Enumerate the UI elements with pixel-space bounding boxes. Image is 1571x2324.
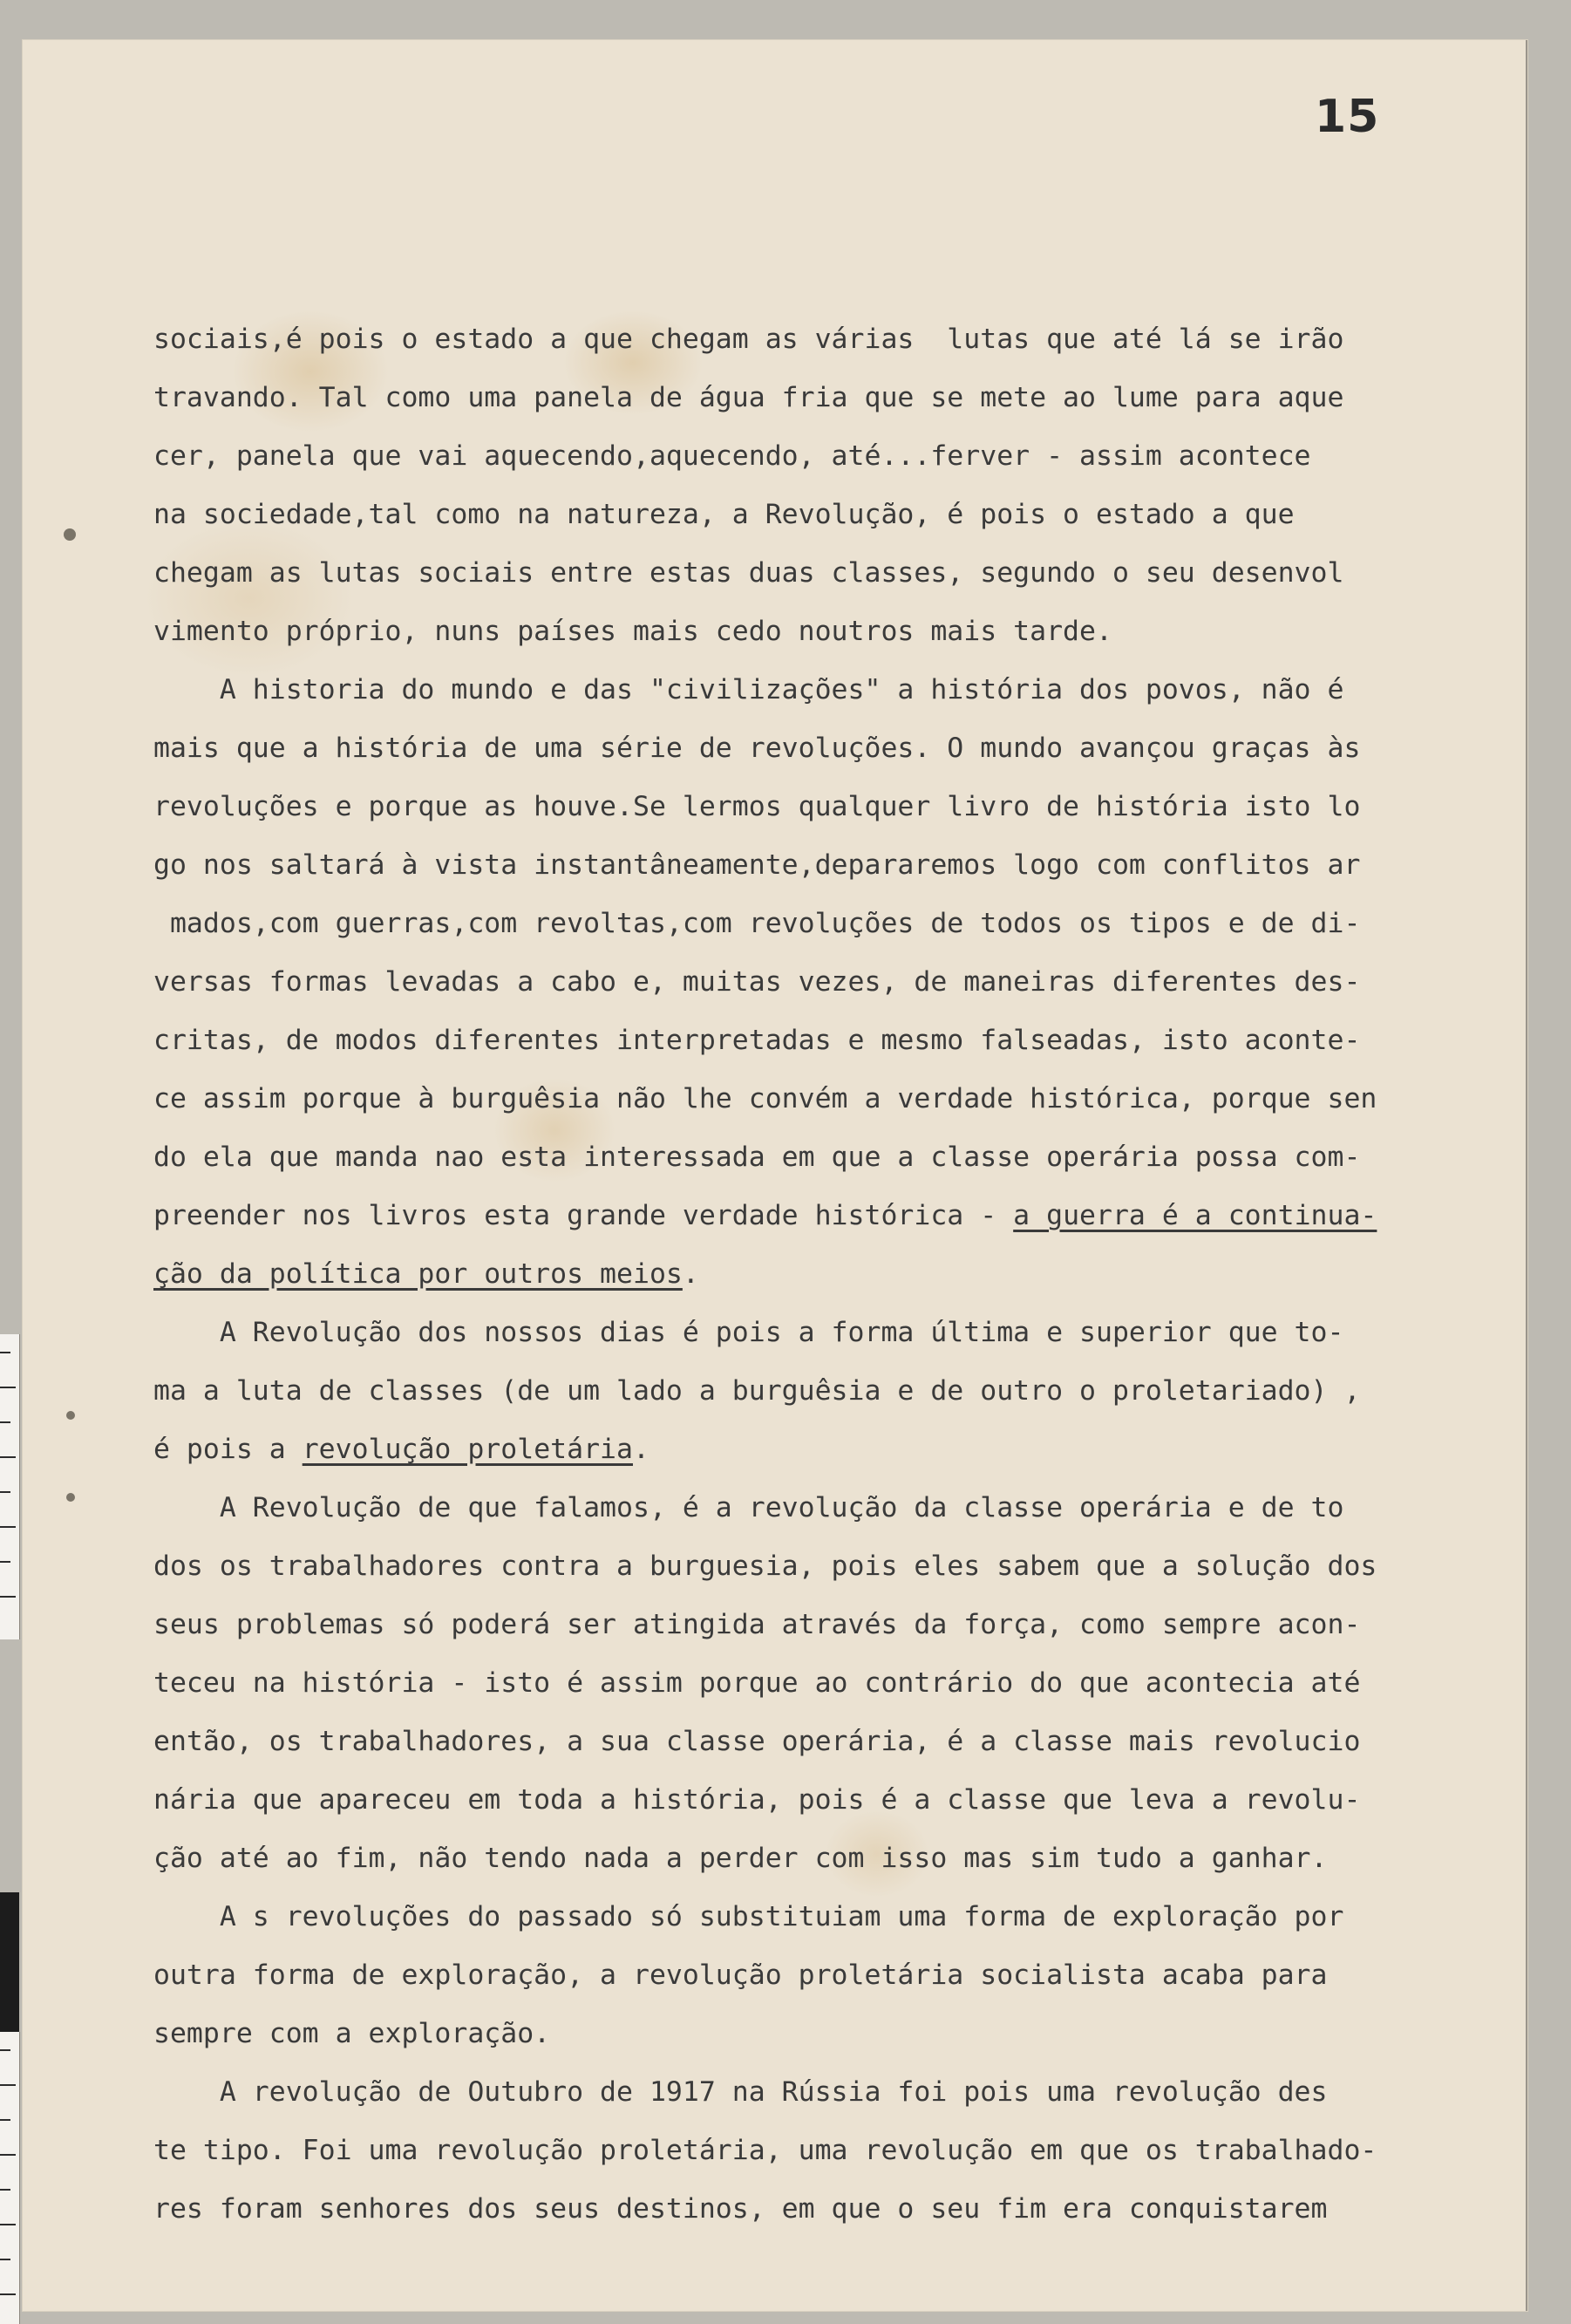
text-line: mais que a história de uma série de revoluções. O mundo avançou graças às <box>153 733 1361 764</box>
text-line: go nos saltará à vista instantâneamente,depararemos logo com conflitos ar <box>153 849 1361 881</box>
page-number: 15 <box>1315 91 1380 143</box>
text-line: critas, de modos diferentes interpretadas e mesmo falseadas, isto aconte- <box>153 1025 1361 1056</box>
text-line-with-underline: é pois a revolução proletária. <box>153 1434 649 1465</box>
text-line: ção até ao fim, não tendo nada a perder com isso mas sim tudo a ganhar. <box>153 1843 1328 1874</box>
text-line: travando. Tal como uma panela de água fria que se mete ao lume para aque <box>153 382 1344 413</box>
measurement-ruler <box>0 1334 20 1639</box>
text-line: A historia do mundo e das "civilizações" a história dos povos, não é <box>153 674 1344 705</box>
text-line: te tipo. Foi uma revolução proletária, uma revolução em que os trabalhado- <box>153 2135 1377 2166</box>
underlined-phrase: ção da política por outros meios <box>153 1258 683 1290</box>
body-text <box>153 310 1461 2239</box>
text-line: cer, panela que vai aquecendo,aquecendo, até...ferver - assim acontece <box>153 440 1311 472</box>
text-line: versas formas levadas a cabo e, muitas vezes, de maneiras diferentes des- <box>153 966 1361 998</box>
text-line: seus problemas só poderá ser atingida através da força, como sempre acon- <box>153 1609 1361 1640</box>
measurement-ruler-lower <box>0 2032 20 2324</box>
text-line-with-underline <box>153 1187 1461 1245</box>
punch-hole-mid <box>66 1411 75 1420</box>
underlined-phrase: revolução proletária <box>302 1434 633 1465</box>
text-line: revoluções e porque as houve.Se lermos qualquer livro de história isto lo <box>153 791 1361 822</box>
punch-hole-low <box>66 1493 75 1502</box>
text-line: mados,com guerras,com revoltas,com revoluções de todos os tipos e de di- <box>153 908 1361 939</box>
text-line: na sociedade,tal como na natureza, a Revolução, é pois o estado a que <box>153 499 1295 530</box>
text-line: ce assim porque à burguêsia não lhe convém a verdade histórica, porque sen <box>153 1083 1377 1114</box>
ruler-dark-band <box>0 1892 19 2032</box>
sheet-right-edge <box>1526 40 1527 2311</box>
text-line: A Revolução de que falamos, é a revolução da classe operária e de to <box>153 1492 1344 1523</box>
text-line: do ela que manda nao esta interessada em que a classe operária possa com- <box>153 1142 1361 1173</box>
text-line: dos os trabalhadores contra a burguesia, pois eles sabem que a solução dos <box>153 1550 1377 1582</box>
text-line: então, os trabalhadores, a sua classe operária, é a classe mais revolucio <box>153 1726 1361 1757</box>
punch-hole-top <box>64 528 76 541</box>
text-line: A s revoluções do passado só substituiam uma forma de exploração por <box>153 1901 1344 1932</box>
text-line: A revolução de Outubro de 1917 na Rússia foi pois uma revolução des <box>153 2076 1328 2108</box>
text-line: sempre com a exploração. <box>153 2018 551 2049</box>
text-line: res foram senhores dos seus destinos, em que o seu fim era conquistarem <box>153 2193 1328 2225</box>
line-prefix: preender nos livros esta grande verdade histórica - <box>153 1200 1014 1231</box>
text-line: sociais,é pois o estado a que chegam as várias lutas que até lá se irão <box>153 324 1344 355</box>
text-line: outra forma de exploração, a revolução proletária socialista acaba para <box>153 1959 1328 1991</box>
text-line-underlined: ção da política por outros meios. <box>153 1258 699 1290</box>
underlined-phrase: a guerra é a continua- <box>1013 1200 1377 1231</box>
text-line: A Revolução dos nossos dias é pois a forma última e superior que to- <box>153 1317 1344 1348</box>
text-line: nária que apareceu em toda a história, pois é a classe que leva a revolu- <box>153 1784 1361 1816</box>
text-line: vimento próprio, nuns países mais cedo noutros mais tarde. <box>153 616 1112 647</box>
text-line: ma a luta de classes (de um lado a burguêsia e de outro o proletariado) , <box>153 1375 1361 1407</box>
text-line: teceu na história - isto é assim porque ao contrário do que acontecia até <box>153 1667 1361 1699</box>
text-line: chegam as lutas sociais entre estas duas classes, segundo o seu desenvol <box>153 557 1344 589</box>
